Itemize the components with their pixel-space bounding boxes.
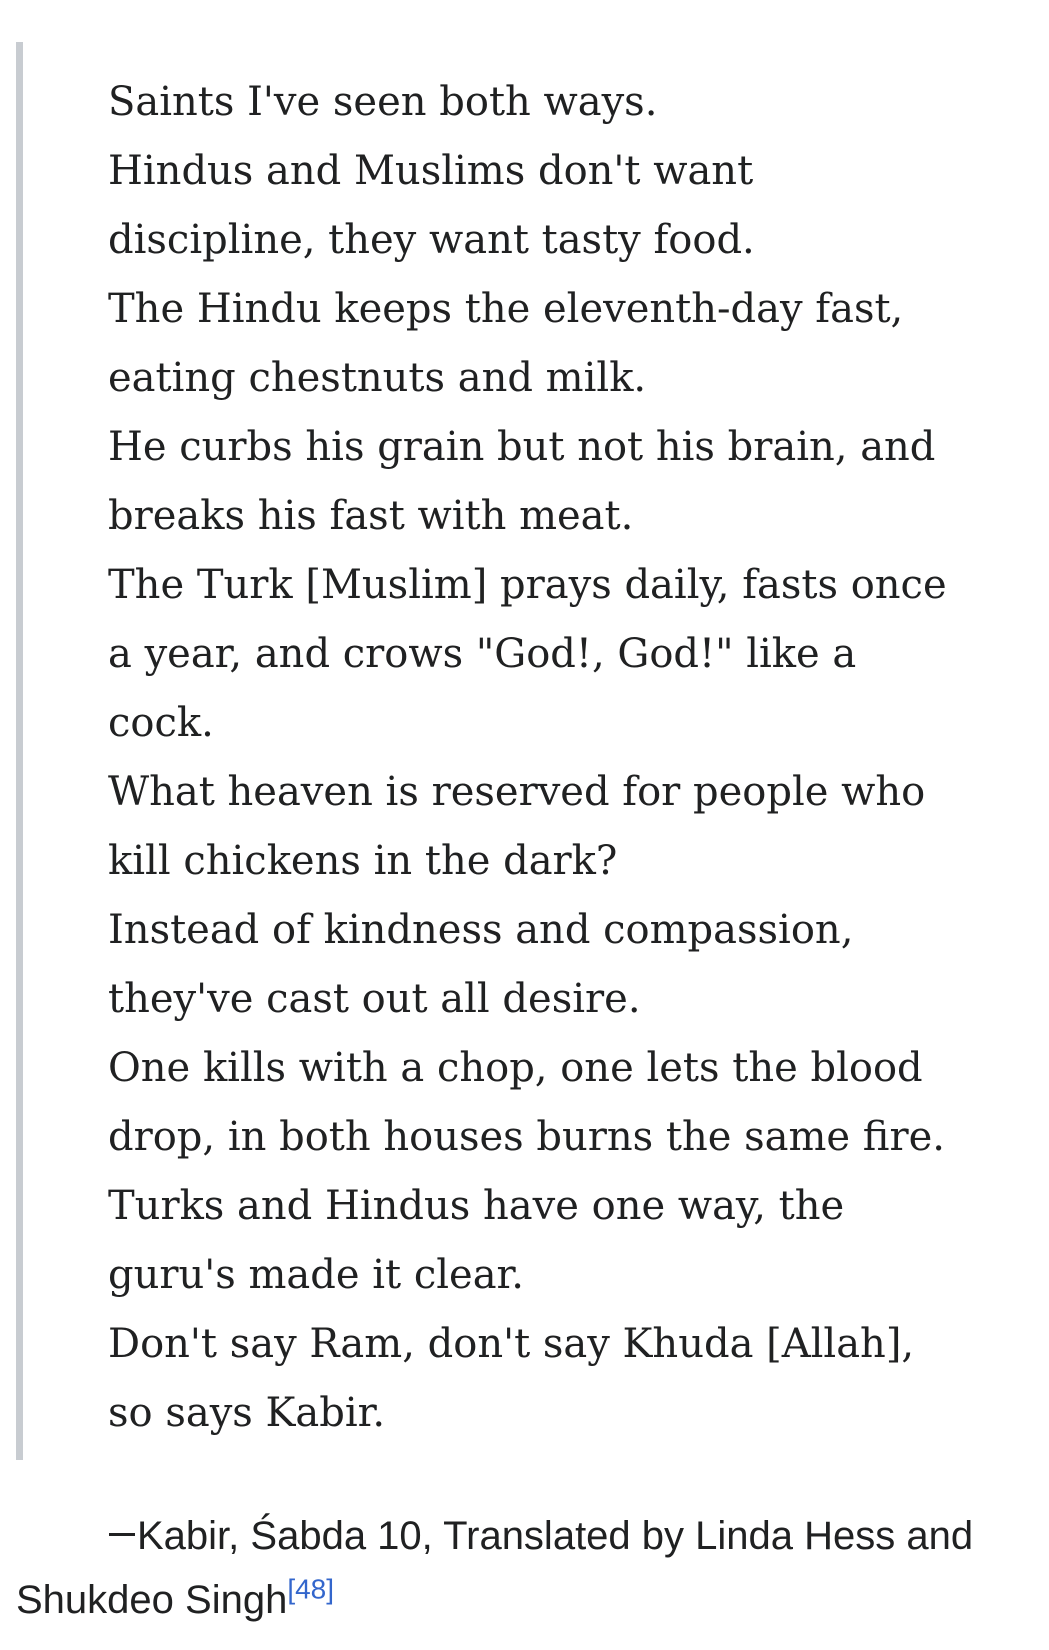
poem-line: Turks and Hindus have one way, the guru's made it clear. bbox=[108, 1183, 845, 1298]
em-dash bbox=[109, 1533, 135, 1536]
attribution-text: Kabir, Śabda 10, Translated by Linda Hess and Shukdeo Singh bbox=[16, 1514, 974, 1622]
poem-line: The Turk [Muslim] prays daily, fasts once a year, and crows "God!, God!" like a cock. bbox=[108, 562, 947, 746]
poem-line: Instead of kindness and compassion, they've cast out all desire. bbox=[108, 907, 854, 1022]
poem-line: Don't say Ram, don't say Khuda [Allah], so says Kabir. bbox=[108, 1321, 915, 1436]
poem-line: He curbs his grain but not his brain, and breaks his fast with meat. bbox=[108, 424, 936, 539]
blockquote bbox=[16, 42, 1016, 1460]
poem-text bbox=[108, 68, 948, 1448]
poem-line: What heaven is reserved for people who kill chickens in the dark? bbox=[108, 769, 926, 884]
citation-link[interactable]: [48] bbox=[287, 1573, 335, 1605]
poem-line: Saints I've seen both ways. bbox=[108, 79, 658, 125]
poem-line: Hindus and Muslims don't want discipline, they want tasty food. bbox=[108, 148, 755, 263]
quote-attribution bbox=[16, 1504, 1041, 1632]
poem-line: One kills with a chop, one lets the blood drop, in both houses burns the same fire. bbox=[108, 1045, 945, 1160]
poem-line: The Hindu keeps the eleventh-day fast, eating chestnuts and milk. bbox=[108, 286, 904, 401]
